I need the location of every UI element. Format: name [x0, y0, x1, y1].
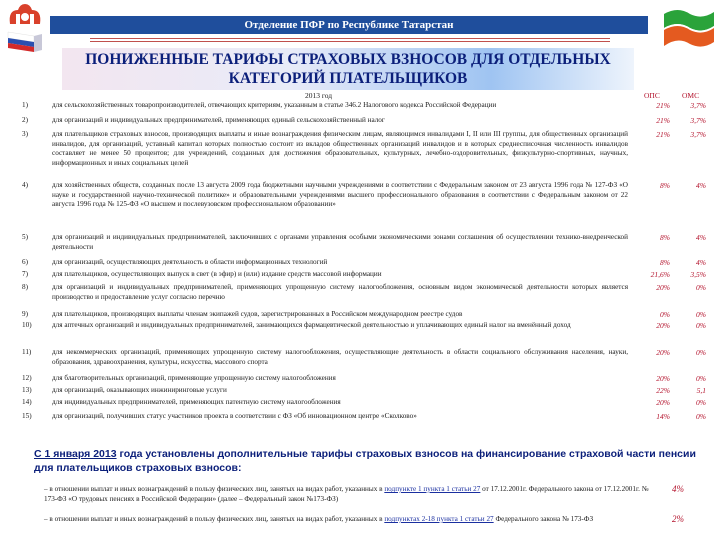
row-number: 3) [22, 130, 28, 138]
row-number: 11) [22, 348, 32, 356]
row-number: 12) [22, 374, 32, 382]
pfr-logo [4, 2, 46, 54]
additional-rate: 2% [672, 514, 684, 524]
oms-rate: 3,5% [690, 270, 706, 279]
oms-rate: 4% [696, 233, 706, 242]
row-text: для сельскохозяйственных товаропроизводителей, отвечающих критериям, указанным в статье 346.2 Налогового кодекса Российской Федерации [52, 101, 497, 109]
ops-rate: 8% [660, 233, 670, 242]
row-text: для организаций, осуществляющих деятельность в области информационных технологий [52, 258, 328, 266]
year-label: 2013 год [305, 91, 333, 100]
divider-line [90, 41, 610, 42]
tatarstan-flag [660, 4, 716, 52]
date-link[interactable]: С 1 января 2013 [34, 448, 117, 460]
item-text: – в отношении выплат и иных вознаграждений в пользу физических лиц, занятых на видах работ, указанных в [44, 515, 385, 523]
row-number: 9) [22, 310, 28, 318]
oms-rate: 0% [696, 321, 706, 330]
row-number: 2) [22, 116, 28, 124]
oms-rate: 4% [696, 258, 706, 267]
oms-rate: 4% [696, 181, 706, 190]
ops-rate: 21,6% [650, 270, 670, 279]
heading-text: года установлены дополнительные тарифы страховых взносов на финансирование страховой части пенсии для плательщиков страховых взносов: [34, 448, 696, 474]
row-text: для организаций и индивидуальных предпринимателей, заключивших с органами управления особыми экономическими зонами соглашения об осуществлении технико-внедренческой деятельности [52, 233, 628, 251]
oms-rate: 0% [696, 412, 706, 421]
oms-rate: 3,7% [690, 101, 706, 110]
row-number: 6) [22, 258, 28, 266]
row-text: для хозяйственных обществ, созданных после 13 августа 2009 года бюджетными научными учреждениями в соответствии с Федеральным законом от 23 августа 1996 года № 127-ФЗ «О науке и государственной научно-технической политике» и образовательными учреждениями высшего профессионального образования в соответствии с Федеральным законом от 22 августа 1996 года № 125-ФЗ «О высшем и послевузовском профессиональном образовании» [52, 181, 628, 209]
ops-rate: 21% [656, 101, 670, 110]
row-text: для плательщиков, производящих выплаты членам экипажей судов, зарегистрированных в Российском международном реестре судов [52, 310, 463, 318]
row-number: 10) [22, 321, 32, 329]
row-text: для некоммерческих организаций, применяющих упрощенную систему налогообложения, осуществляющие деятельность в области социального обслуживания населения, науки, образования, здравоохранения, культуры, искусства, массового спорта [52, 348, 628, 366]
ops-rate: 0% [660, 310, 670, 319]
oms-rate: 0% [696, 374, 706, 383]
ops-rate: 20% [656, 374, 670, 383]
row-text: для плательщиков страховых взносов, производящих выплаты и иные вознаграждения физическим лицам, являющимся инвалидами I, II или III группы, для общественных организаций инвалидов, для организаций, уставный капитал которых полностью состоит из вкладов общественных организаций инвалидов и в которых среднесписочная численность инвалидов составляет не менее 50 процентов; для учреждений, созданных для достижения образовательных, культурных, лечебно-оздоровительных, физкультурно-спортивных, научных, информационных и иных социальных целей [52, 130, 628, 168]
row-text: для аптечных организаций и индивидуальных предпринимателей, занимающихся фармацевтической деятельностью и уплачивающих единый налог на вменённый доход [52, 321, 571, 329]
law-reference-link[interactable]: подпунктах 2-18 пункта 1 статьи 27 [384, 515, 494, 523]
row-text: для благотворительных организаций, применяющие упрощенную систему налогообложения [52, 374, 336, 382]
oms-rate: 0% [696, 310, 706, 319]
law-reference-link[interactable]: подпункте 1 пункта 1 статьи 27 [384, 485, 481, 493]
org-header-bar: Отделение ПФР по Республике Татарстан [50, 16, 648, 34]
row-number: 1) [22, 101, 28, 109]
ops-rate: 22% [656, 386, 670, 395]
ops-rate: 21% [656, 116, 670, 125]
additional-tariff-item [20, 484, 684, 504]
page-title [62, 48, 634, 90]
row-text: для организаций и индивидуальных предпринимателей, применяющих единый сельскохозяйственный налог [52, 116, 385, 124]
ops-rate: 20% [656, 283, 670, 292]
row-number: 13) [22, 386, 32, 394]
ops-rate: 20% [656, 321, 670, 330]
row-text: для организаций и индивидуальных предпринимателей, применяющих упрощенную систему налогообложения, основным видом экономической деятельности которых является производство и предоставление услуг согласно перечню [52, 283, 628, 301]
row-text: для индивидуальных предпринимателей, применяющих патентную систему налогообложения [52, 398, 341, 406]
column-header-oms: ОМС [682, 91, 700, 100]
additional-rate: 4% [672, 484, 684, 494]
title-line-2: КАТЕГОРИЙ ПЛАТЕЛЬЩИКОВ [228, 70, 468, 87]
column-header-ops: ОПС [644, 91, 660, 100]
ops-rate: 8% [660, 258, 670, 267]
oms-rate: 5,1 [696, 386, 706, 395]
row-text: для организаций, получивших статус участников проекта в соответствии с ФЗ «Об инновационном центре «Сколково» [52, 412, 417, 420]
row-text: для организаций, оказывающих инжиниринговые услуги [52, 386, 227, 394]
ops-rate: 20% [656, 398, 670, 407]
divider-line [90, 38, 610, 39]
ops-rate: 20% [656, 348, 670, 357]
oms-rate: 0% [696, 348, 706, 357]
item-text: Федерального закона № 173-ФЗ [493, 515, 594, 523]
row-text: для плательщиков, осуществляющих выпуск в свет (в эфир) и (или) издание средств массовой информации [52, 270, 382, 278]
oms-rate: 3,7% [690, 116, 706, 125]
title-line-1: ПОНИЖЕННЫЕ ТАРИФЫ СТРАХОВЫХ ВЗНОСОВ ДЛЯ ОТДЕЛЬНЫХ [85, 51, 611, 68]
row-number: 8) [22, 283, 28, 291]
row-number: 15) [22, 412, 32, 420]
oms-rate: 0% [696, 283, 706, 292]
additional-tariffs-heading [34, 447, 702, 475]
ops-rate: 8% [660, 181, 670, 190]
item-text: от 17.12.2001г. Федерального закона от 17.12.2001г. № 173-ФЗ «О трудовых пенсиях в Российской Федерации» (далее – Федеральный закон №173-ФЗ) [44, 485, 649, 503]
oms-rate: 3,7% [690, 130, 706, 139]
ops-rate: 14% [656, 412, 670, 421]
row-number: 14) [22, 398, 32, 406]
row-number: 4) [22, 181, 28, 189]
additional-tariff-item [20, 514, 684, 524]
ops-rate: 21% [656, 130, 670, 139]
oms-rate: 0% [696, 398, 706, 407]
row-number: 7) [22, 270, 28, 278]
row-number: 5) [22, 233, 28, 241]
item-text: – в отношении выплат и иных вознаграждений в пользу физических лиц, занятых на видах работ, указанных в [44, 485, 385, 493]
